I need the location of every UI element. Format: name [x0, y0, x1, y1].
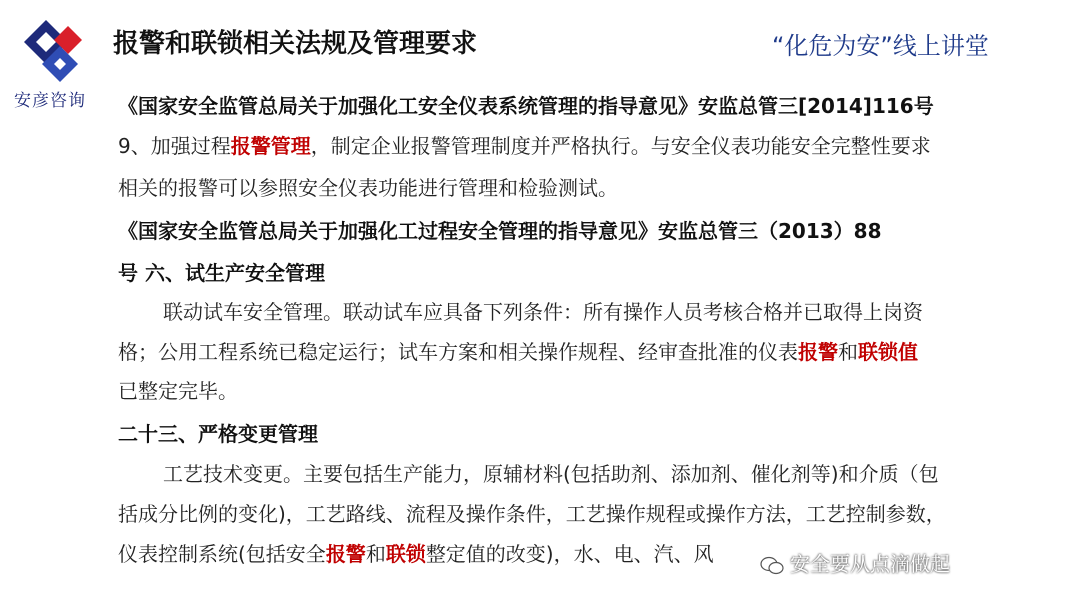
p3-line3: 仪表控制系统(包括安全报警和联锁整定值的改变)，水、电、汽、风: [118, 542, 714, 566]
highlight-alarm: 报警: [798, 340, 838, 364]
highlight-alarm-management: 报警管理: [230, 134, 311, 158]
watermark-text: 安全要从点滴做起: [790, 552, 950, 576]
p2-line2: 格；公用工程系统已稳定运行；试车方案和相关操作规程、经审查批准的仪表报警和联锁值: [118, 340, 918, 364]
p1-line2: 相关的报警可以参照安全仪表功能进行管理和检验测试。: [118, 176, 618, 200]
doc2-title: 《国家安全监管总局关于加强化工过程安全管理的指导意见》安监总管三（2013）88: [118, 219, 882, 243]
watermark: [760, 548, 950, 577]
wechat-icon: [760, 556, 784, 576]
p3-line2: 括成分比例的变化)，工艺路线、流程及操作条件，工艺操作规程或操作方法，工艺控制参数，: [118, 502, 946, 526]
highlight-alarm-2: 报警: [325, 542, 366, 566]
p2-line3: 已整定完毕。: [118, 379, 238, 403]
page-subtitle: “化危为安”线上讲堂: [772, 32, 989, 60]
p2-line1: 联动试车安全管理。联动试车应具备下列条件：所有操作人员考核合格并已取得上岗资: [163, 300, 923, 324]
doc2-section-6: 号 六、试生产安全管理: [118, 261, 325, 285]
p3-line1: 工艺技术变更。主要包括生产能力，原辅材料(包括助剂、添加剂、催化剂等)和介质（包: [163, 462, 939, 486]
doc1-title: 《国家安全监管总局关于加强化工安全仪表系统管理的指导意见》安监总管三[2014]116号: [118, 94, 934, 118]
p1-line1: 9、加强过程报警管理，制定企业报警管理制度并严格执行。与安全仪表功能安全完整性要求: [118, 134, 931, 158]
section-23-heading: 二十三、严格变更管理: [118, 422, 318, 446]
page-title: 报警和联锁相关法规及管理要求: [113, 29, 478, 59]
highlight-interlock-value: 联锁值: [858, 340, 918, 364]
highlight-interlock: 联锁: [385, 542, 426, 566]
logo-text: 安彦咨询: [14, 91, 86, 111]
company-logo-icon: [16, 18, 92, 82]
